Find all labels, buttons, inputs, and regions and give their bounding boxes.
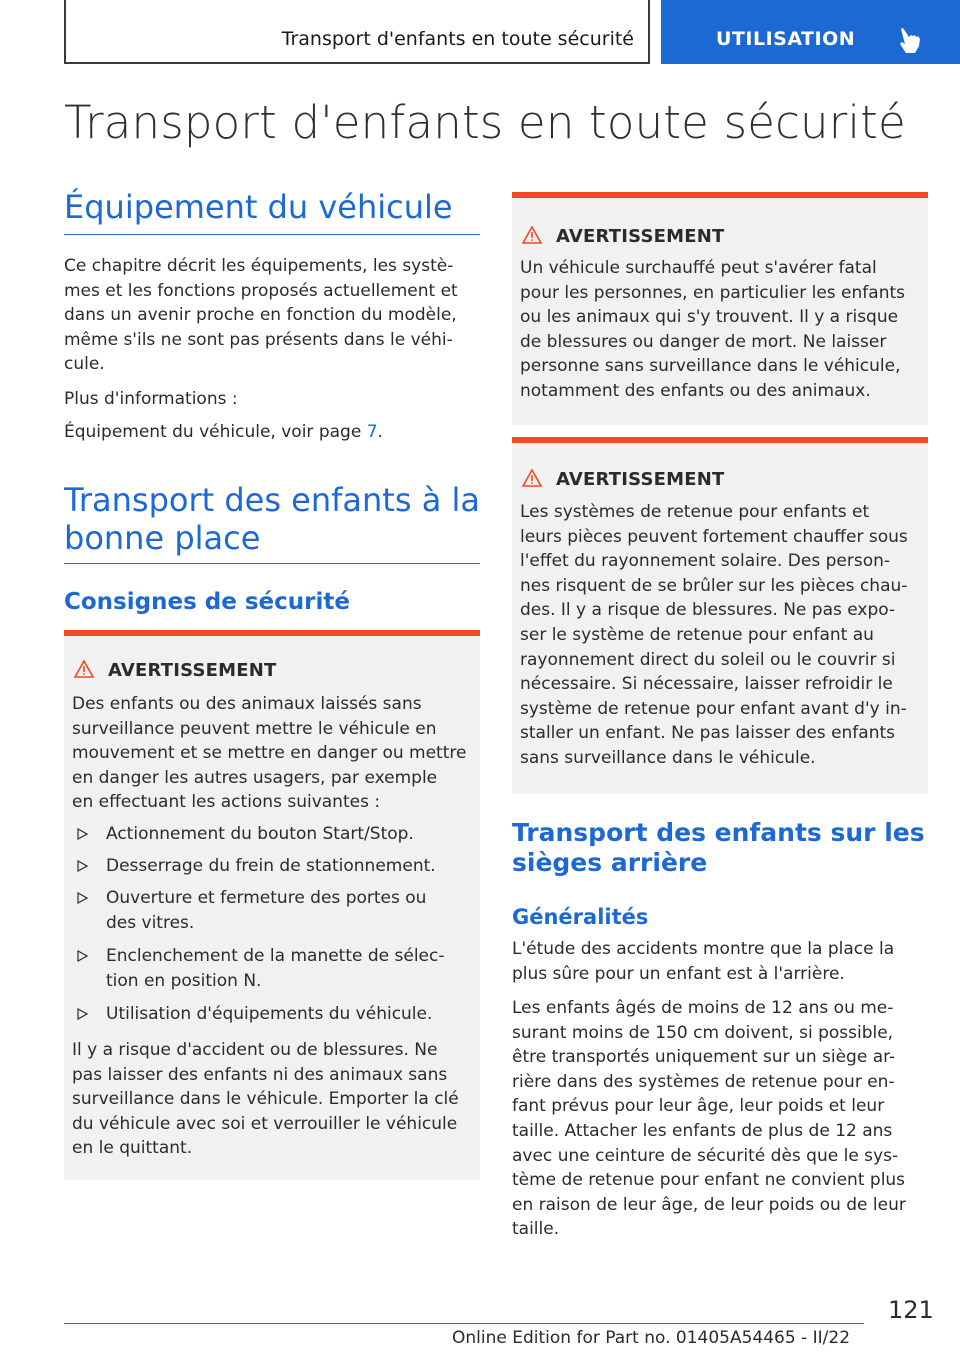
page-title: Transport d'enfants en toute sécurité (64, 96, 906, 149)
bullet-triangle-icon (76, 950, 88, 962)
header-section-title: Transport d'enfants en toute sécurité (281, 28, 634, 50)
footer-edition: Online Edition for Part no. 01405A54465 - II/22 (452, 1328, 851, 1348)
bullet-triangle-icon (76, 860, 88, 872)
warning-closing-text: Il y a risque d'accident ou de blessures. Ne pas laisser des enfants ni des animaux sans surveillance dans le véhicule. Emporter la clé du véhicule avec soi et verrouiller le véhicule en le quittant. (72, 1040, 459, 1159)
warning-text: Des enfants ou des animaux laissés sans surveillance peuvent mettre le véhicule en mouvement et se mettre en danger ou mettre en danger les autres usagers, par exemple en effectuant les actions suivantes : (72, 694, 467, 813)
general-paragraph-2: Les enfants âgés de moins de 12 ans ou me- surant moins de 150 cm doivent, si possible, être transportés uniquement sur un siège ar- rière dans des systèmes de retenue pour en- fant prévus pour leur âge, leur poids et leur taille. Attacher les enfants de plus de 12 ans avec une ceinture de sécurité dès que le sys- tème de retenue pour enfant ne convient plus en raison de leur âge, de leur poids ou de leur taille. (512, 998, 906, 1240)
warning-triangle-icon (74, 660, 94, 678)
page-number: 121 (888, 1296, 934, 1324)
heading-safety: Consignes de sécurité (64, 589, 350, 615)
bullet-triangle-icon (76, 1008, 88, 1020)
warning-title: AVERTISSEMENT (556, 469, 725, 490)
warning-title: AVERTISSEMENT (108, 660, 277, 681)
general-paragraph-1: L'étude des accidents montre que la place la plus sûre pour un enfant est à l'arrière. (512, 939, 895, 984)
warning-text: Les systèmes de retenue pour enfants et leurs pièces peuvent fortement chauffer sous l'effet du rayonnement solaire. Des person- nes risquent de se brûler sur les pièces chau- des. Il y a risque de blessures. Ne pas expo- ser le système de retenue pour enfant au rayonnement direct du soleil ou le couvrir si nécessaire. Si nécessaire, laisser refroidir le système de retenue pour enfant avant d'y in- staller un enfant. Ne pas laisser des enfants sans surveillance dans le véhicule. (520, 502, 908, 768)
heading-rule (64, 563, 480, 564)
list-item: Actionnement du bouton Start/Stop. (106, 824, 414, 844)
bullet-triangle-icon (76, 892, 88, 904)
more-info-label: Plus d'informations : (64, 389, 238, 409)
page-link[interactable]: 7 (366, 422, 378, 442)
list-item: Desserrage du frein de stationnement. (106, 856, 436, 876)
equipment-reference: Équipement du véhicule, voir page 7. (64, 422, 383, 442)
header-chapter-label: UTILISATION (716, 28, 856, 50)
warning-box-unattended (64, 630, 480, 1180)
warning-triangle-icon (522, 469, 542, 487)
heading-equipment: Équipement du véhicule (64, 188, 453, 226)
heading-general: Généralités (512, 905, 649, 929)
intro-paragraph: Ce chapitre décrit les équipements, les systè- mes et les fonctions proposés actuellement et dans un avenir proche en fonction du modèle, même s'ils ne sont pas présents dans le véhi- cule. (64, 256, 458, 375)
warning-box-overheating (512, 192, 928, 425)
hand-pointer-icon (897, 26, 921, 54)
heading-rule (64, 234, 480, 235)
list-item: Utilisation d'équipements du véhicule. (106, 1004, 433, 1024)
warning-triangle-icon (522, 226, 542, 244)
bullet-triangle-icon (76, 828, 88, 840)
list-item: Enclenchement de la manette de sélec- tion en position N. (106, 946, 445, 991)
heading-rear-seats: Transport des enfants sur les sièges arrière (512, 818, 925, 877)
header-chapter-tab[interactable] (661, 0, 960, 64)
footer-rule (64, 1323, 864, 1324)
header-section-box (64, 0, 650, 64)
warning-title: AVERTISSEMENT (556, 226, 725, 247)
warning-text: Un véhicule surchauffé peut s'avérer fatal pour les personnes, en particulier les enfants ou les animaux qui s'y trouvent. Il y a risque de blessures ou danger de mort. Ne laisser personne sans surveillance dans le véhicule, notamment des enfants ou des animaux. (520, 258, 905, 401)
heading-transport: Transport des enfants à la bonne place (64, 481, 480, 557)
warning-box-hot-seats (512, 437, 928, 794)
list-item: Ouverture et fermeture des portes ou des vitres. (106, 888, 427, 933)
